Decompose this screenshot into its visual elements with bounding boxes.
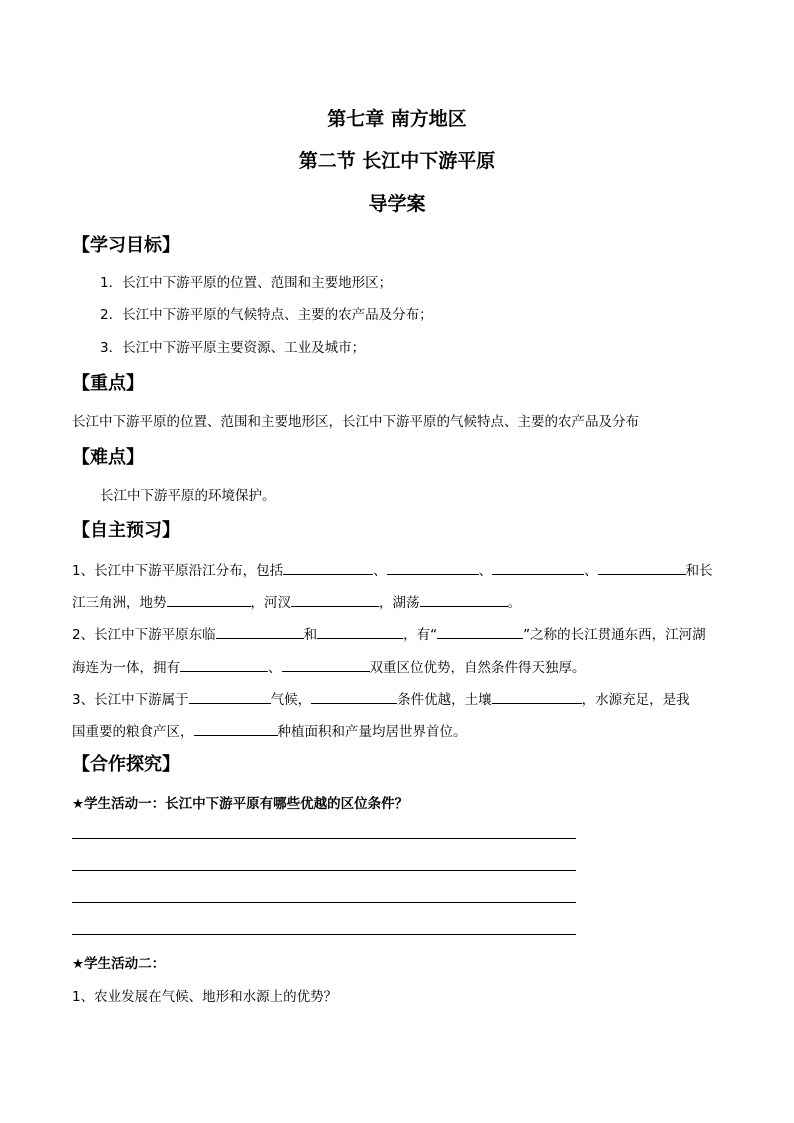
preview-q2-line2 (72, 656, 586, 676)
key-point-heading: 【重点】 (72, 373, 144, 394)
fill-blank[interactable] (317, 624, 403, 639)
preview-q1-line2 (72, 591, 521, 611)
answer-line[interactable] (72, 934, 576, 935)
preview-q3-text-c: 条件优越，土壤 (397, 692, 492, 708)
preview-q1-text-f: 江三角洲，地势 (72, 595, 167, 611)
fill-blank[interactable] (387, 560, 479, 575)
fill-blank[interactable] (311, 689, 397, 704)
preview-q3-text-a: 3、长江中下游属于 (72, 692, 189, 708)
preview-q2-text-f: 、 (268, 660, 282, 676)
preview-q1-line1 (72, 559, 713, 579)
fill-blank[interactable] (437, 624, 523, 639)
preview-q1-sep: 、 (478, 563, 493, 579)
fill-blank[interactable] (180, 657, 268, 672)
preview-q1-text-e: 和长 (685, 563, 713, 579)
preview-q2-line1 (72, 623, 706, 643)
fill-blank[interactable] (167, 592, 251, 607)
activity-2-prompt: ★学生活动二： (72, 956, 166, 972)
preview-q2-text-a: 2、长江中下游平原东临 (72, 627, 216, 643)
fill-blank[interactable] (189, 689, 271, 704)
preview-q1-text-a: 1、长江中下游平原沿江分布，包括 (72, 563, 284, 579)
goals-heading: 【学习目标】 (72, 235, 180, 256)
fill-blank[interactable] (291, 592, 379, 607)
fill-blank[interactable] (492, 560, 584, 575)
preview-q3-line1 (72, 688, 690, 708)
fill-blank[interactable] (492, 689, 582, 704)
preview-q1-text-i: 。 (507, 595, 521, 611)
preview-q3-text-d: ，水源充足，是我 (581, 692, 690, 708)
difficulty-heading: 【难点】 (72, 447, 144, 468)
key-point-text: 长江中下游平原的位置、范围和主要地形区，长江中下游平原的气候特点、主要的农产品及分布 (72, 414, 639, 430)
preview-q2-text-d: ”之称的长江贯通东西，江河湖 (523, 627, 706, 643)
fill-blank[interactable] (420, 592, 508, 607)
explore-heading: 【合作探究】 (72, 754, 180, 775)
chapter-title: 第七章 南方地区 (327, 108, 467, 130)
preview-q2-text-b: 和 (303, 627, 318, 643)
goal-item-2: 2．长江中下游平原的气候特点、主要的农产品及分布； (100, 307, 433, 323)
activity-1-prompt: ★学生活动一：长江中下游平原有哪些优越的区位条件？ (72, 796, 409, 812)
difficulty-text: 长江中下游平原的环境保护。 (100, 488, 276, 504)
preview-q1-sep: 、 (584, 563, 598, 579)
preview-q1-sep: 、 (373, 563, 387, 579)
preview-q2-text-e: 海连为一体，拥有 (72, 660, 180, 676)
preview-q3-text-f: 种植面积和产量均居世界首位。 (277, 724, 467, 740)
preview-q2-text-c: ，有“ (403, 627, 438, 643)
fill-blank[interactable] (282, 657, 370, 672)
goal-item-1: 1．长江中下游平原的位置、范围和主要地形区； (100, 275, 393, 291)
fill-blank[interactable] (194, 721, 278, 736)
fill-blank[interactable] (283, 560, 373, 575)
goal-item-3: 3．长江中下游平原主要资源、工业及城市； (100, 340, 366, 356)
preview-heading: 【自主预习】 (72, 520, 180, 541)
answer-line[interactable] (72, 838, 576, 839)
answer-line[interactable] (72, 870, 576, 871)
activity-2-question-1: 1、农业发展在气候、地形和水源上的优势？ (72, 989, 338, 1005)
section-title: 第二节 长江中下游平原 (298, 150, 496, 172)
preview-q2-text-g: 双重区位优势，自然条件得天独厚。 (369, 660, 586, 676)
document-subtitle: 导学案 (368, 193, 426, 215)
fill-blank[interactable] (216, 624, 304, 639)
preview-q1-text-g: ，河汊 (250, 595, 291, 611)
preview-q3-line2 (72, 720, 467, 740)
preview-q3-text-b: 气候， (270, 692, 312, 708)
answer-line[interactable] (72, 902, 576, 903)
preview-q3-text-e: 国重要的粮食产区， (72, 724, 194, 740)
fill-blank[interactable] (598, 560, 686, 575)
preview-q1-text-h: ，湖荡 (379, 595, 420, 611)
